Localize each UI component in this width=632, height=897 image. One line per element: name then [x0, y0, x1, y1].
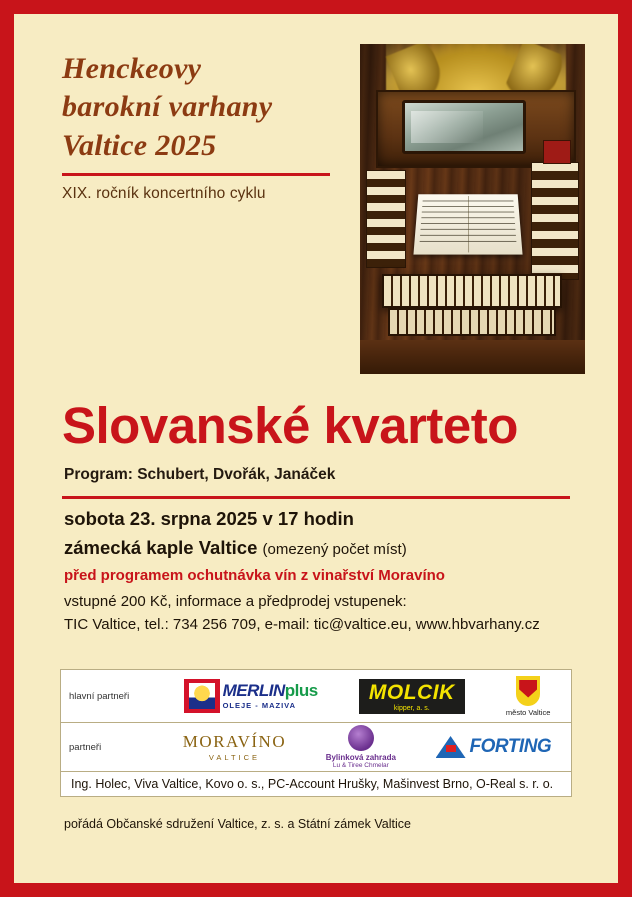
organizer-note: pořádá Občanské sdružení Valtice, z. s. a Státní zámek Valtice	[64, 817, 411, 831]
cycle-subtitle: XIX. ročník koncertního cyklu	[62, 185, 266, 203]
valtice-coat-of-arms-icon	[516, 676, 540, 706]
forting-wordmark: FORTING	[469, 736, 552, 757]
other-partners-text: Ing. Holec, Viva Valtice, Kovo o. s., PC-Account Hrušky, Mašinvest Brno, O-Real s. r. o.	[71, 777, 554, 791]
title-line-1: Henckeovy	[62, 52, 202, 85]
organ-red-plate	[543, 140, 571, 164]
merlin-mark-icon	[184, 679, 220, 713]
event-details	[64, 508, 584, 633]
organ-keyboard-lower	[388, 308, 556, 336]
merlin-plus-logo	[184, 679, 318, 713]
molcik-logo	[359, 679, 465, 714]
contact-info: TIC Valtice, tel.: 734 256 709, e-mail: tic@valtice.eu, www.hbvarhany.cz	[64, 616, 540, 633]
partners-label: partneři	[69, 741, 102, 753]
bylinkova-subtitle: Lu & Tiree Chmelar	[332, 762, 389, 769]
organ-base-rail	[360, 340, 585, 374]
title-line-3: Valtice 2025	[62, 128, 217, 162]
program-line: Program: Schubert, Dvořák, Janáček	[64, 466, 336, 483]
event-date: sobota 23. srpna 2025 v 17 hodin	[64, 508, 354, 529]
merlin-name: MERLIN	[222, 681, 285, 700]
poster-page	[14, 14, 618, 883]
title-divider	[62, 173, 330, 176]
sheet-music-staves	[419, 201, 517, 248]
wine-tasting-note: před programem ochutnávka vín z vinařství Moravíno	[64, 567, 445, 584]
molcik-tagline: kipper, a. s.	[393, 704, 430, 712]
organ-mirror-panel	[402, 100, 526, 154]
main-sponsors-logos	[163, 670, 571, 722]
merlin-plus-suffix: plus	[284, 681, 318, 700]
other-partners-box	[60, 771, 572, 797]
organ-keyboard-upper	[382, 274, 562, 308]
main-sponsors-label: hlavní partneři	[69, 690, 130, 702]
ticket-price: vstupné 200 Kč, informace a předprodej vstupenek:	[64, 593, 407, 610]
poster-header	[14, 14, 618, 374]
title-line-2: barokní varhany	[62, 90, 273, 124]
molcik-wordmark: MOLCIK	[368, 680, 455, 704]
moravino-wordmark: MORAVÍNO	[182, 732, 287, 751]
baroque-organ-photo	[360, 44, 585, 374]
event-title-block	[62, 50, 362, 203]
forting-roof-icon	[436, 736, 466, 758]
performer-title: Slovanské kvarteto	[62, 397, 518, 454]
sponsors-section	[60, 669, 572, 797]
event-place-name: zámecká kaple Valtice	[64, 537, 258, 558]
sheet-music	[413, 194, 522, 254]
bylinkova-wordmark: Bylinková zahrada	[325, 753, 396, 762]
merlin-wordmark	[223, 682, 318, 699]
moravino-tagline: VALTICE	[208, 753, 261, 762]
bylinkova-zahrada-logo	[326, 725, 396, 769]
section-divider	[62, 496, 570, 499]
event-place-note: (omezený počet míst)	[262, 541, 407, 558]
event-place	[64, 537, 584, 559]
bylinkova-circle-icon	[348, 725, 374, 751]
moravino-logo	[183, 732, 286, 762]
mesto-valtice-caption: město Valtice	[505, 707, 551, 717]
organ-stop-knobs-right	[531, 162, 579, 280]
forting-logo	[436, 736, 552, 758]
main-sponsors-box	[60, 669, 572, 723]
mesto-valtice-logo	[506, 676, 550, 717]
partners-box	[60, 722, 572, 772]
merlin-tagline: OLEJE - MAZIVA	[222, 701, 297, 710]
organ-stop-knobs-left	[366, 170, 406, 268]
partners-logos	[163, 723, 571, 771]
